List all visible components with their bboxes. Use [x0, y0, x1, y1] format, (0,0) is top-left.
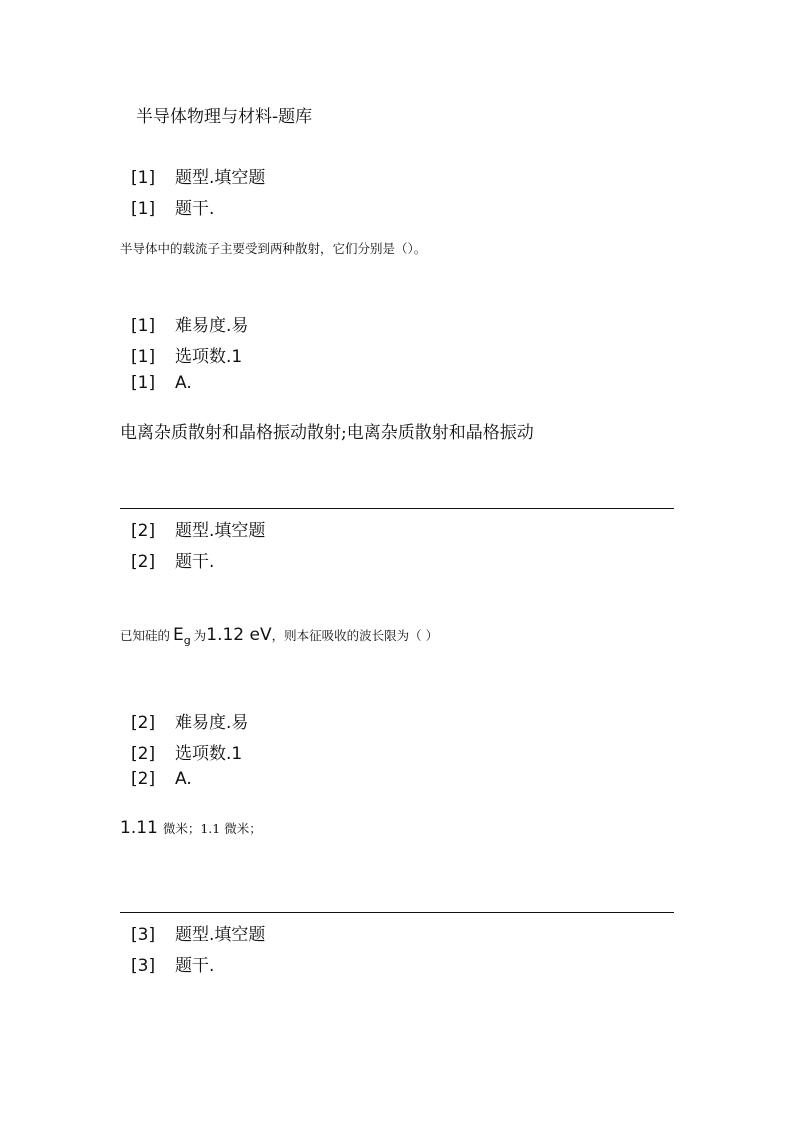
q1-answer-line	[131, 373, 192, 393]
page-title: 半导体物理与材料-题库	[136, 107, 313, 127]
q2-stem-label: 题干.	[175, 552, 215, 572]
q1-stem-num: [1]	[131, 199, 156, 219]
q2-answer-value: 1.11	[120, 818, 158, 838]
q1-difficulty-line	[131, 311, 248, 336]
q1-answer-label: A.	[175, 373, 192, 393]
q2-stem-mid: 为	[193, 628, 207, 643]
q1-options-text: 选项数.1	[175, 347, 243, 367]
q2-stem-text	[120, 625, 438, 647]
q1-type-line	[131, 163, 265, 188]
q1-difficulty-num: [1]	[131, 316, 156, 336]
q3-stem-line	[131, 951, 214, 976]
q1-stem-text: 半导体中的载流子主要受到两种散射，它们分别是（）。	[120, 241, 427, 256]
q1-answer-text: 电离杂质散射和晶格振动散射;电离杂质散射和晶格振动	[120, 423, 534, 443]
q2-stem-line	[131, 547, 214, 572]
q1-answer-num: [1]	[131, 373, 156, 393]
q2-stem-suffix: ，则本征吸收的波长限为（ ）	[271, 628, 439, 643]
q2-type-line	[131, 516, 265, 541]
q1-type-text: 题型.填空题	[175, 168, 266, 188]
q2-answer-num: [2]	[131, 769, 156, 789]
q1-stem-line	[131, 194, 214, 219]
q2-type-num: [2]	[131, 521, 156, 541]
q1-difficulty-text: 难易度.易	[175, 316, 249, 336]
divider-2	[120, 912, 674, 913]
q2-options-text: 选项数.1	[175, 744, 243, 764]
q2-type-text: 题型.填空题	[175, 521, 266, 541]
q1-type-num: [1]	[131, 168, 156, 188]
q3-type-num: [3]	[131, 925, 156, 945]
q2-answer-line	[131, 769, 192, 789]
q2-options-line	[131, 739, 242, 764]
q1-stem-label: 题干.	[175, 199, 215, 219]
q3-stem-label: 题干.	[175, 956, 215, 976]
q2-stem-prefix: 已知硅的	[120, 628, 171, 643]
q2-stem-num: [2]	[131, 552, 156, 572]
q1-options-line	[131, 342, 242, 367]
q2-answer-text	[120, 818, 262, 838]
q2-stem-value: 1.12 eV	[206, 625, 272, 645]
q2-options-num: [2]	[131, 744, 156, 764]
q2-answer-rest: 微米；1.1 微米；	[162, 821, 262, 836]
divider-1	[120, 508, 674, 509]
q3-type-line	[131, 920, 265, 945]
q2-stem-sub: g	[183, 634, 191, 648]
q2-stem-symbol: E	[173, 625, 184, 645]
q2-difficulty-line	[131, 708, 248, 733]
q3-type-text: 题型.填空题	[175, 925, 266, 945]
q3-stem-num: [3]	[131, 956, 156, 976]
q1-options-num: [1]	[131, 347, 156, 367]
q2-difficulty-num: [2]	[131, 713, 156, 733]
q2-difficulty-text: 难易度.易	[175, 713, 249, 733]
q2-answer-label: A.	[175, 769, 192, 789]
